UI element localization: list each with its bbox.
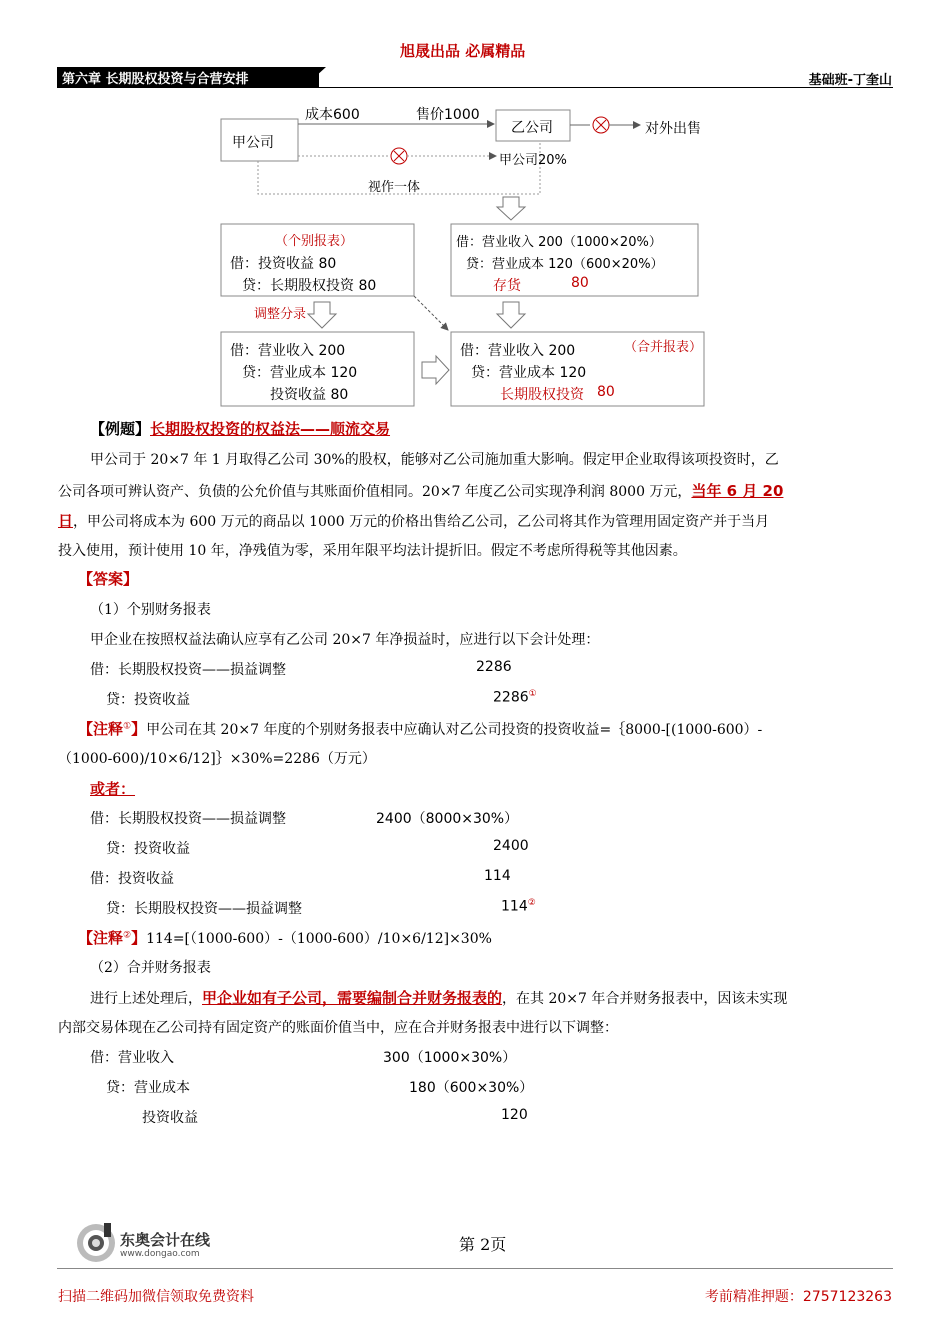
adj-line1: 借：营业收入 200（1000×20%） [456, 235, 662, 250]
jia-company-label: 甲公司 [232, 135, 274, 151]
merged-box-title: （合并报表） [624, 340, 703, 355]
merged-line1: 借：营业收入 200 [460, 343, 576, 359]
page-number: 第 2页 [459, 1235, 507, 1254]
note2: 【注释②】114=[（1000-600）-（1000-600）/10×6/12]×30% [78, 929, 492, 947]
example-label: 【例题】 [90, 420, 151, 438]
adjust-line1: 借：营业收入 200 [230, 343, 346, 359]
dongao-logo-icon [74, 1221, 118, 1265]
adj-line3-value: 80 [571, 275, 589, 291]
entry3-credit-amount: 114② [501, 898, 536, 915]
section1-title: （1）个别财务报表 [90, 602, 211, 618]
logo-url: www.dongao.com [120, 1249, 200, 1259]
entry3-debit: 借：投资收益 [90, 871, 174, 887]
example-para3: 日，甲公司将成本为 600 万元的商品以 1000 万元的价格出售给乙公司，乙公司将其作为管理用固定资产并于当月 [58, 512, 770, 530]
entry4-credit: 贷：营业成本 [106, 1080, 190, 1096]
entry4-debit-amount: 300（1000×30%） [383, 1050, 517, 1066]
date-highlight: 当年 6 月 20 [691, 482, 784, 500]
section2-para1: 进行上述处理后，甲企业如有子公司，需要编制合并财务报表的，在其 20×7 年合并财务报表中，因该未实现 [90, 989, 788, 1007]
top-slogan: 旭晟出品 必属精品 [400, 42, 526, 60]
individual-box-title: （个别报表） [275, 234, 354, 249]
or-label: 或者： [90, 780, 136, 798]
note1: 【注释①】甲公司在其 20×7 年度的个别财务报表中应确认对乙公司投资的投资收益=｛8000-[(1000-600）- [78, 720, 763, 738]
example-para1: 甲公司于 20×7 年 1 月取得乙公司 30%的股权，能够对乙公司施加重大影响。假定甲企业取得该项投资时，乙 [90, 452, 779, 468]
adj-line2: 贷：营业成本 120（600×20%） [466, 257, 664, 272]
example-para4: 投入使用，预计使用 10 年，净残值为零，采用年限平均法计提折旧。假定不考虑所得税等其他因素。 [58, 543, 687, 559]
as-one-label: 视作一体 [368, 180, 421, 195]
entry3-credit: 贷：长期股权投资——损益调整 [106, 901, 302, 917]
entry4-credit2: 投资收益 [142, 1110, 198, 1126]
footer-left-text: 扫描二维码加微信领取免费资料 [58, 1289, 254, 1305]
adjust-line2: 贷：营业成本 120 [242, 365, 358, 381]
entry2-debit: 借：长期股权投资——损益调整 [90, 811, 286, 827]
individual-line2: 贷：长期股权投资 80 [242, 278, 377, 294]
example-para2: 公司各项可辨认资产、负债的公允价值与其账面价值相同。20×7 年度乙公司实现净利润 8000 万元，当年 6 月 20 [58, 482, 784, 500]
entry4-credit-amount: 180（600×30%） [409, 1080, 534, 1096]
chapter-title: 第六章 长期股权投资与合营安排 [62, 72, 249, 87]
external-sale-label: 对外出售 [645, 121, 701, 137]
header-right-label: 基础班-丁奎山 [808, 73, 892, 88]
logo-text: 东奥会计在线 [120, 1231, 211, 1249]
adjust-entry-label: 调整分录 [254, 307, 307, 322]
merged-line2: 贷：营业成本 120 [471, 365, 587, 381]
price-label: 售价1000 [416, 107, 480, 123]
entry2-debit-amount: 2400（8000×30%） [376, 811, 519, 827]
note1-cont: （1000-600)/10×6/12]｝×30%=2286（万元） [58, 751, 376, 767]
merged-line3-value: 80 [597, 384, 615, 400]
entry1-debit-amount: 2286 [476, 659, 512, 675]
footer-rule [57, 1268, 893, 1269]
section2-title: （2）合并财务报表 [90, 960, 211, 976]
entry2-credit-amount: 2400 [493, 838, 529, 854]
section2-para2: 内部交易体现在乙公司持有固定资产的账面价值当中，应在合并财务报表中进行以下调整： [58, 1020, 618, 1036]
entry4-credit2-amount: 120 [501, 1107, 528, 1123]
jia20-label: 甲公司20% [499, 153, 567, 168]
entry1-credit-amount: 2286① [493, 689, 537, 706]
adjust-line3: 投资收益 80 [270, 387, 349, 403]
entry4-debit: 借：营业收入 [90, 1050, 174, 1066]
entry2-credit: 贷：投资收益 [106, 841, 190, 857]
adj-line3-label: 存货 [493, 278, 521, 294]
section1-intro: 甲企业在按照权益法确认应享有乙公司 20×7 年净损益时，应进行以下会计处理： [90, 632, 600, 648]
subsidiary-highlight: 甲企业如有子公司，需要编制合并财务报表的 [202, 989, 503, 1007]
entry3-debit-amount: 114 [484, 868, 511, 884]
example-title: 长期股权投资的权益法——顺流交易 [150, 420, 391, 438]
individual-line1: 借：投资收益 80 [230, 256, 337, 272]
answer-label: 【答案】 [78, 570, 139, 588]
entry1-credit: 贷：投资收益 [106, 692, 190, 708]
cost-label: 成本600 [305, 107, 360, 123]
merged-line3-label: 长期股权投资 [500, 387, 584, 403]
footer-right-text: 考前精准押题：2757123263 [704, 1289, 892, 1305]
yi-company-label: 乙公司 [511, 120, 553, 136]
entry1-debit: 借：长期股权投资——损益调整 [90, 662, 286, 678]
